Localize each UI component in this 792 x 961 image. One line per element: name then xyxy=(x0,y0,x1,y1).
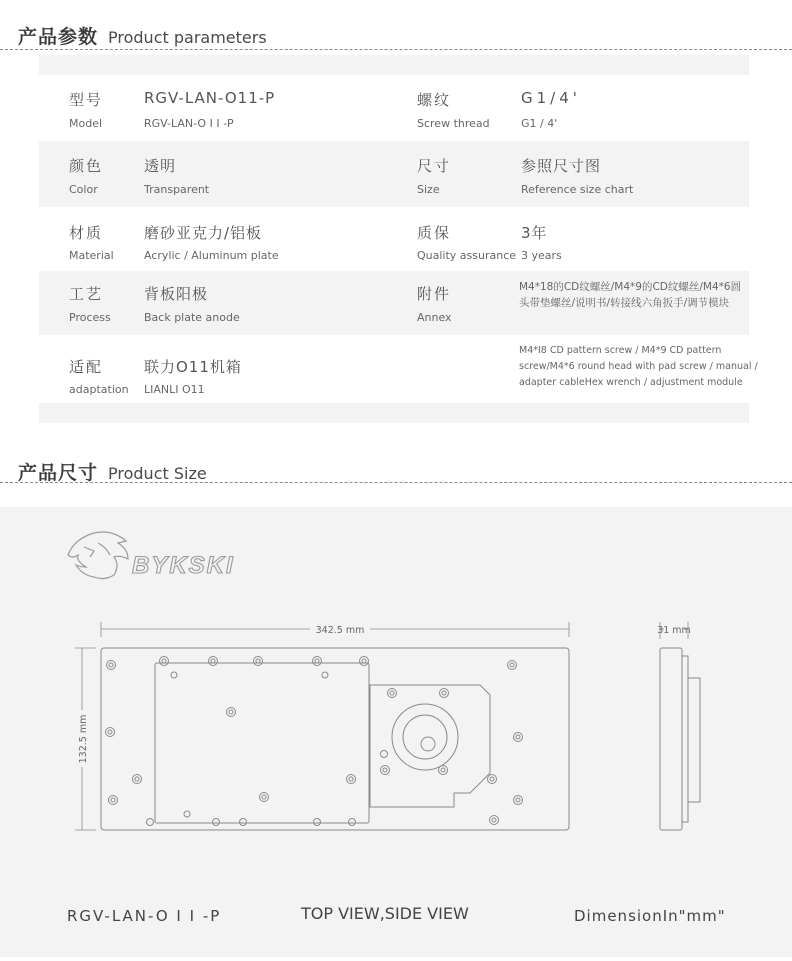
size-title-cn: 产品尺寸 xyxy=(18,462,99,484)
params-title-en: Product parameters xyxy=(108,28,267,47)
param-label-warranty: 质保 xyxy=(417,224,452,242)
divider xyxy=(0,482,792,483)
technical-drawing xyxy=(0,507,792,957)
param-value-adaptation-en: LIANLI O11 xyxy=(144,383,205,396)
param-label-color: 颜色 xyxy=(69,157,104,175)
size-section-title xyxy=(18,458,207,485)
param-label-annex: 附件 xyxy=(417,285,452,303)
param-value-material-en: Acrylic / Aluminum plate xyxy=(144,249,279,262)
brand-logo-text: BYKSKI xyxy=(132,552,235,579)
param-value-warranty: 3年 xyxy=(521,224,548,242)
param-value-warranty-en: 3 years xyxy=(521,249,562,262)
param-label-material-en: Material xyxy=(69,249,114,262)
param-value-thread: G1/4' xyxy=(521,89,581,107)
param-label-process: 工艺 xyxy=(69,285,104,303)
param-value-process: 背板阳极 xyxy=(144,285,209,303)
param-label-process-en: Process xyxy=(69,311,111,324)
param-value-thread-en: G1 / 4' xyxy=(521,117,558,130)
param-value-process-en: Back plate anode xyxy=(144,311,240,324)
footer-views: TOP VIEW,SIDE VIEW xyxy=(301,904,469,923)
param-label-adaptation: 适配 xyxy=(69,358,104,376)
size-drawing-panel xyxy=(0,507,792,957)
param-label-thread: 螺纹 xyxy=(417,91,452,109)
param-label-size-en: Size xyxy=(417,183,440,196)
param-label-color-en: Color xyxy=(69,183,98,196)
param-value-annex-en: M4*I8 CD pattern screw / M4*9 CD pattern screw/M4*6 round head with pad screw / manual / adapter cableHex wrench / adjustment module xyxy=(519,345,758,388)
size-title-en: Product Size xyxy=(108,464,207,483)
param-label-adaptation-en: adaptation xyxy=(69,383,129,396)
depth-dimension-label: 31 mm xyxy=(657,625,691,636)
param-label-model-en: Model xyxy=(69,117,103,130)
height-dimension-label: 132.5 mm xyxy=(78,714,89,764)
footer-model: RGV-LAN-O I I -P xyxy=(67,907,222,925)
screw-holes xyxy=(106,657,523,826)
param-label-model: 型号 xyxy=(69,91,104,109)
param-label-material: 材质 xyxy=(69,224,104,242)
param-value-model: RGV-LAN-O11-P xyxy=(144,89,276,107)
brand-logo xyxy=(68,532,235,579)
band-bottom xyxy=(39,403,749,423)
width-dimension-label: 342.5 mm xyxy=(315,625,365,636)
param-value-color-en: Transparent xyxy=(144,183,210,196)
param-label-warranty-en: Quality assurance xyxy=(417,249,517,262)
param-value-material: 磨砂亚克力/铝板 xyxy=(144,224,263,242)
param-value-annex: M4*18的CD纹螺丝/M4*9的CD纹螺丝/M4*6圆头带垫螺丝/说明书/转接线六角扳手/调节模块 xyxy=(519,281,742,309)
divider xyxy=(0,49,792,50)
param-label-thread-en: Screw thread xyxy=(417,117,490,130)
footer-units: DimensionIn"mm" xyxy=(574,907,726,925)
side-view xyxy=(660,622,700,830)
param-value-model-en: RGV-LAN-O I I -P xyxy=(144,117,234,130)
param-value-color: 透明 xyxy=(144,157,177,175)
param-value-size: 参照尺寸图 xyxy=(521,157,602,175)
band-top xyxy=(39,55,749,75)
params-section-title xyxy=(18,22,267,49)
params-title-cn: 产品参数 xyxy=(18,26,99,48)
param-label-annex-en: Annex xyxy=(417,311,452,324)
param-value-adaptation: 联力O11机箱 xyxy=(144,358,242,376)
param-label-size: 尺寸 xyxy=(417,157,452,175)
param-value-size-en: Reference size chart xyxy=(521,183,634,196)
